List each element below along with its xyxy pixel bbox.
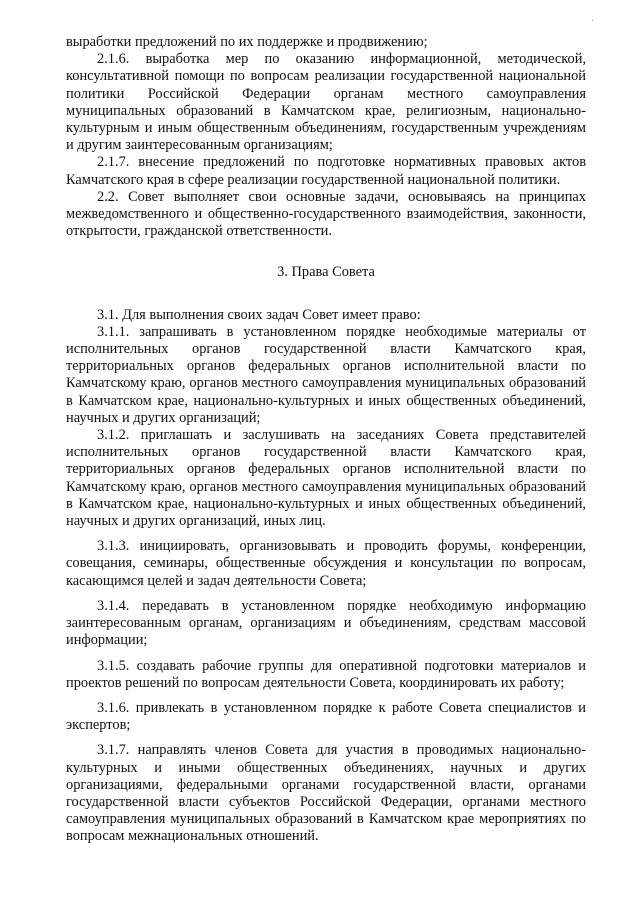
paragraph-3-1-4: 3.1.4. передавать в установленном порядке необходимую информацию заинтересованным органам, организациям и объединениям, средствам массовой информации; (66, 597, 586, 649)
section-heading: 3. Права Совета (277, 264, 375, 281)
scan-mark: ' (592, 18, 594, 27)
paragraph-3-1-1: 3.1.1. запрашивать в установленном порядке необходимые материалы от исполнительных органов государственной власти Камчатского края, территориальных органов федеральных органов исполнительной власти по Камчатскому краю, органов местного самоуправления муниципальных образований в Камчатском крае, национально-культурных и иных общественных объединений, научных и других организаций; (66, 323, 586, 426)
spacer (66, 734, 586, 742)
paragraph-2-1-6: 2.1.6. выработка мер по оказанию информационной, методической, консультативной помощи по вопросам реализации государственной национальной политики Российской Федерации органам местного самоуправления муниципальных образований в Камчатском крае, религиозным, национально-культурным и иным общественным объединениям, государственным учреждениям и другим заинтересованным организациям; (66, 51, 586, 154)
spacer (66, 530, 586, 538)
spacer (66, 650, 586, 658)
document-page (66, 34, 586, 846)
paragraph-2-1-7: 2.1.7. внесение предложений по подготовке нормативных правовых актов Камчатского края в сфере реализации государственной национальной политики. (66, 154, 586, 188)
paragraph-3-1-3: 3.1.3. инициировать, организовывать и проводить форумы, конференции, совещания, семинары, общественные обсуждения и консультации по вопросам, касающимся целей и задач деятельности Совета; (66, 538, 586, 589)
paragraph-2-2: 2.2. Совет выполняет свои основные задачи, основываясь на принципах межведомственного и общественно-государственного взаимодействия, законности, открытости, гражданской ответственности. (66, 188, 586, 240)
paragraph-continuation: выработки предложений по их поддержке и продвижению; (66, 34, 428, 50)
paragraph-3-1-2: 3.1.2. приглашать и заслушивать на заседаниях Совета представителей исполнительных органов государственной власти Камчатского края, территориальных органов федеральных органов исполнительной власти по Камчатскому краю, органов местного самоуправления муниципальных образований в Камчатском крае, национально-культурных и иных общественных объединений, научных и других организаций, иных лиц. (66, 427, 586, 530)
paragraph-3-1-7: 3.1.7. направлять членов Совета для участия в проводимых национально-культурных и иными общественных объединениях, научных и других организациями, федеральными органами государственной власти, органами государственной власти субъектов Российской Федерации, органами местного самоуправления муниципальных образований в Камчатском крае мероприятиях по вопросам межнациональных отношений. (66, 742, 586, 845)
paragraph-3-1-6: 3.1.6. привлекать в установленном порядке к работе Совета специалистов и экспертов; (66, 699, 586, 734)
paragraph-3-1: 3.1. Для выполнения своих задач Совет имеет право: (97, 306, 421, 323)
paragraph-3-1-5: 3.1.5. создавать рабочие группы для оперативной подготовки материалов и проектов решений по вопросам деятельности Совета, координировать их работу; (66, 657, 586, 691)
spacer (66, 692, 586, 700)
spacer (66, 590, 586, 598)
